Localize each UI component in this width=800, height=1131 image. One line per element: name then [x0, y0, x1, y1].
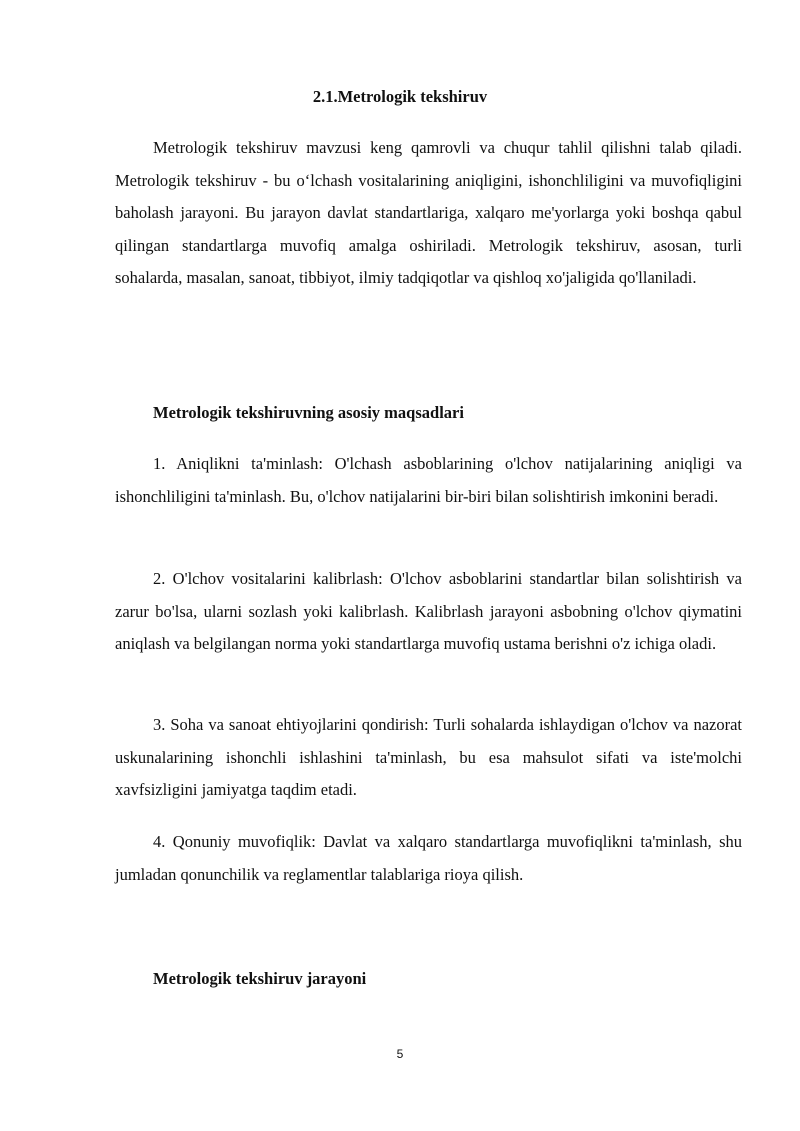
goal-item-3: 3. Soha va sanoat ehtiyojlarini qondirish: Turli sohalarda ishlaydigan o'lchov va nazorat uskunalarining ishonchli ishlashini ta'minlash, bu esa mahsulot sifati va iste'molchi xavfsizligini jamiyatga taqdim etadi. [115, 715, 742, 799]
goal-item-4: 4. Qonuniy muvofiqlik: Davlat va xalqaro standartlarga muvofiqlikni ta'minlash, shu jumladan qonunchilik va reglamentlar talablariga rioya qilish. [115, 832, 742, 884]
process-heading: Metrologik tekshiruv jarayoni [153, 969, 367, 988]
section-title: 2.1.Metrologik tekshiruv [312, 87, 488, 106]
page-number: 5 [396, 1047, 404, 1061]
goals-heading: Metrologik tekshiruvning asosiy maqsadlari [153, 403, 464, 422]
goal-item-2: 2. O'lchov vositalarini kalibrlash: O'lchov asboblarini standartlar bilan solishtirish va zarur bo'lsa, ularni sozlash yoki kalibrlash. Kalibrlash jarayoni asbobning o'lchov qiymatini aniqlash va belgilangan norma yoki standartlarga muvofiq ustama berishni o'z ichiga oladi. [115, 569, 742, 653]
goal-item-1: 1. Aniqlikni ta'minlash: O'lchash asboblarining o'lchov natijalarining aniqligi va ishonchliligini ta'minlash. Bu, o'lchov natijalarini bir-biri bilan solishtirish imkonini beradi. [115, 454, 742, 506]
intro-paragraph: Metrologik tekshiruv mavzusi keng qamrovli va chuqur tahlil qilishni talab qiladi. Metrologik tekshiruv - bu o‘lchash vositalarining aniqligini, ishonchliligini va muvofiqligini baholash jarayoni. Bu jarayon davlat standartlariga, xalqaro me'yorlarga yoki boshqa qabul qilingan standartlarga muvofiq amalga oshiriladi. Metrologik tekshiruv, asosan, turli sohalarda, masalan, sanoat, tibbiyot, ilmiy tadqiqotlar va qishloq xo'jaligida qo'llaniladi. [115, 138, 742, 287]
